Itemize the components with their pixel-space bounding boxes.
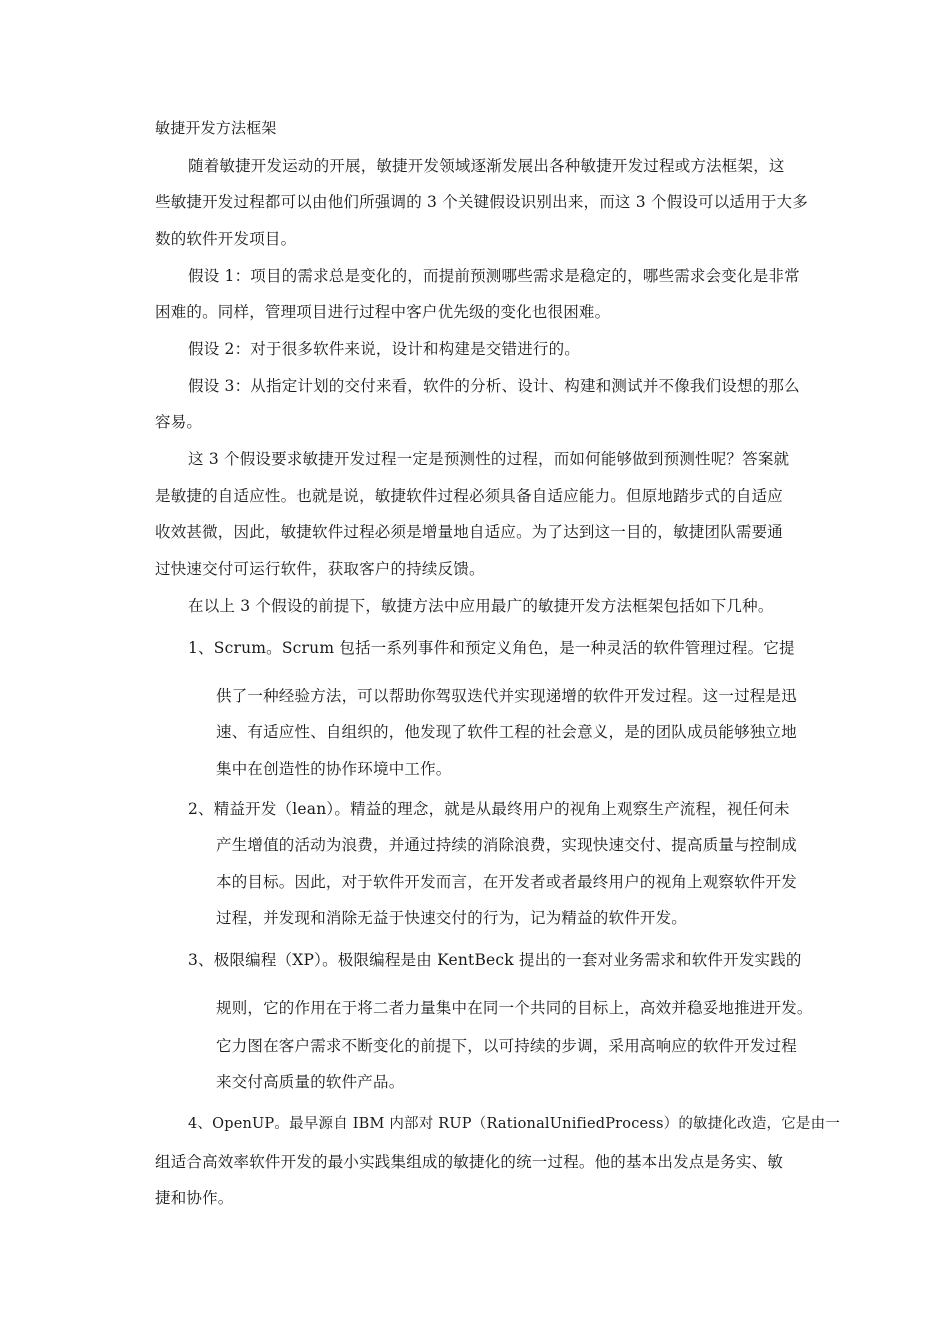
assumption-1-line: 假设 1：项目的需求总是变化的，而提前预测哪些需求是稳定的，哪些需求会变化是非常 [188, 267, 800, 285]
assumption-3-line: 假设 3：从指定计划的交付来看，软件的分析、设计、构建和测试并不像我们设想的那么 [188, 377, 800, 395]
item-xp-line: 3、极限编程（XP）。极限编程是由 KentBeck 提出的一套对业务需求和软件开发实践的 [188, 951, 802, 969]
item-xp-line: 来交付高质量的软件产品。 [216, 1073, 405, 1091]
item-scrum-line: 1、Scrum。Scrum 包括一系列事件和预定义角色，是一种灵活的软件管理过程。它提 [188, 639, 795, 657]
item-openup-line: 捷和协作。 [155, 1189, 234, 1207]
item-xp-line: 它力图在客户需求不断变化的前提下，以可持续的步调，采用高响应的软件开发过程 [216, 1037, 797, 1055]
item-scrum-line: 速、有适应性、自组织的，他发现了软件工程的社会意义，是的团队成员能够独立地 [216, 723, 797, 741]
item-xp-line: 规则，它的作用在于将二者力量集中在同一个共同的目标上，高效并稳妥地推进开发。 [216, 999, 813, 1017]
adaptive-paragraph-line: 是敏捷的自适应性。也就是说，敏捷软件过程必须具备自适应能力。但原地踏步式的自适应 [155, 487, 784, 505]
intro-line: 数的软件开发项目。 [155, 230, 297, 248]
assumption-1-line: 困难的。同样，管理项目进行过程中客户优先级的变化也很困难。 [155, 303, 611, 321]
adaptive-paragraph-line: 过快速交付可运行软件，获取客户的持续反馈。 [155, 560, 485, 578]
frameworks-intro-line: 在以上 3 个假设的前提下，敏捷方法中应用最广的敏捷开发方法框架包括如下几种。 [188, 597, 774, 615]
item-lean-line: 产生增值的活动为浪费，并通过持续的消除浪费，实现快速交付、提高质量与控制成 [216, 836, 797, 854]
item-lean-line: 本的目标。因此，对于软件开发而言，在开发者或者最终用户的视角上观察软件开发 [216, 873, 797, 891]
item-openup-line: 组适合高效率软件开发的最小实践集组成的敏捷化的统一过程。他的基本出发点是务实、敏 [155, 1153, 784, 1171]
item-lean-line: 2、精益开发（lean）。精益的理念，就是从最终用户的视角上观察生产流程，视任何未 [188, 800, 790, 818]
item-scrum-line: 集中在创造性的协作环境中工作。 [216, 760, 452, 778]
item-lean-line: 过程，并发现和消除无益于快速交付的行为，记为精益的软件开发。 [216, 909, 688, 927]
assumption-2-line: 假设 2：对于很多软件来说，设计和构建是交错进行的。 [188, 340, 580, 358]
document-title: 敏捷开发方法框架 [155, 119, 277, 137]
intro-line: 随着敏捷开发运动的开展，敏捷开发领域逐渐发展出各种敏捷开发过程或方法框架，这 [188, 157, 785, 175]
adaptive-paragraph-line: 这 3 个假设要求敏捷开发过程一定是预测性的过程，而如何能够做到预测性呢？答案就 [188, 450, 790, 468]
item-openup-line: 4、OpenUP。最早源自 IBM 内部对 RUP（RationalUnifiedProcess）的敏捷化改造，它是由一 [188, 1116, 841, 1132]
adaptive-paragraph-line: 收效甚微，因此，敏捷软件过程必须是增量地自适应。为了达到这一目的，敏捷团队需要通 [155, 523, 784, 541]
intro-line: 些敏捷开发过程都可以由他们所强调的 3 个关键假设识别出来，而这 3 个假设可以适用于大多 [155, 193, 808, 211]
item-scrum-line: 供了一种经验方法，可以帮助你驾驭迭代并实现递增的软件开发过程。这一过程是迅 [216, 687, 797, 705]
assumption-3-line: 容易。 [155, 413, 203, 431]
